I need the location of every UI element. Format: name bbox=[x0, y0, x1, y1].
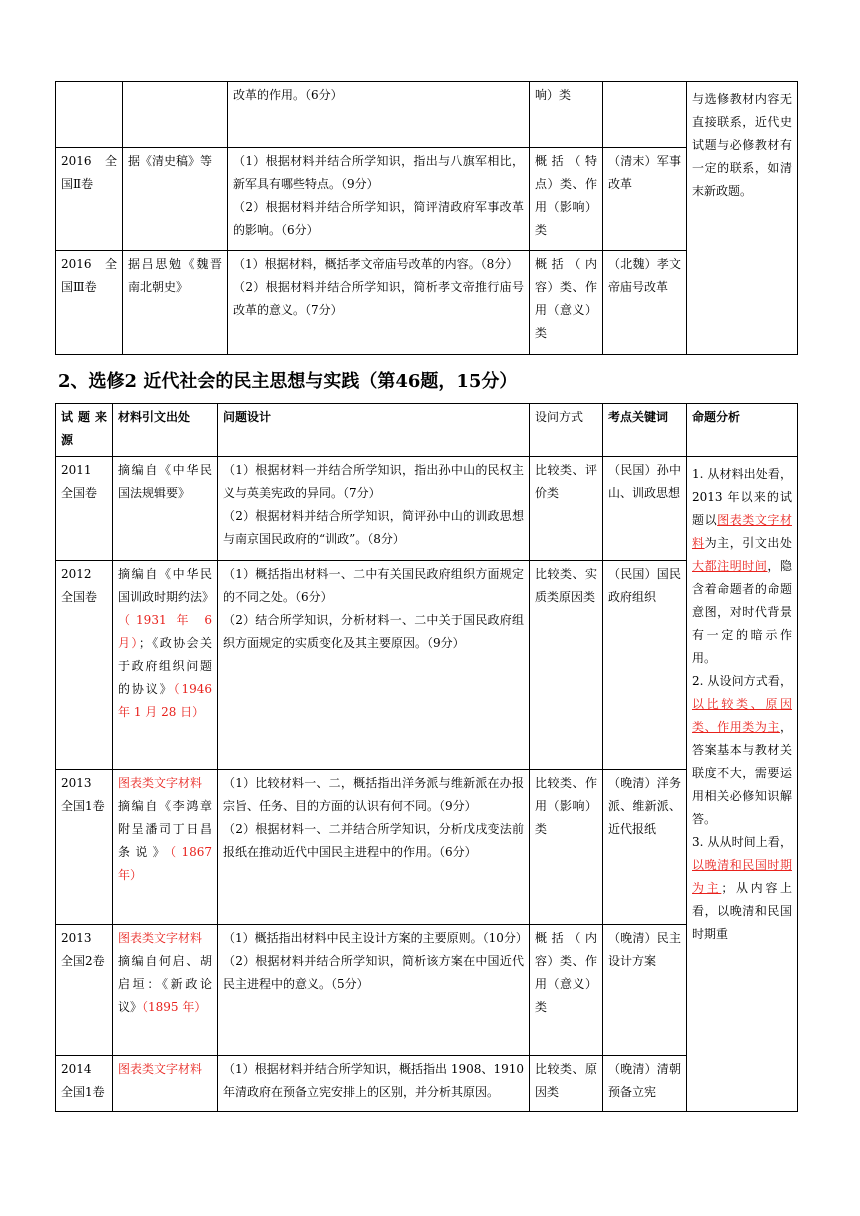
material-text: 摘编自《中华民国训政时期约法》 bbox=[118, 567, 215, 604]
reform-table bbox=[55, 81, 798, 355]
source-cell: 2014 全国1卷 bbox=[56, 1056, 113, 1112]
material-date: （1931 年 6 月） bbox=[118, 613, 212, 650]
analysis-text: 3. 从从时间上看， bbox=[692, 835, 792, 849]
question-cell bbox=[218, 457, 530, 561]
source-cell: 2016 全国Ⅱ卷 bbox=[56, 148, 123, 251]
source-cell: 2013 全国1卷 bbox=[56, 770, 113, 925]
table-row bbox=[56, 148, 798, 251]
question-part-2: （2）根据材料并结合所学知识，简析该方案在中国近代民主进程中的意义。（5分） bbox=[223, 954, 524, 991]
table-row bbox=[56, 561, 798, 770]
question-part-2: （2）根据材料并结合所学知识，简评孙中山的训政思想与南京国民政府的“训政”。（8分） bbox=[223, 509, 524, 546]
table-row bbox=[56, 770, 798, 925]
material-type: 图表类文字材料 bbox=[118, 1062, 203, 1076]
source-cell: 2011 全国卷 bbox=[56, 457, 113, 561]
analysis-cell: 与选修教材内容无直接联系，近代史试题与必修教材有一定的联系，如清末新政题。 bbox=[687, 82, 798, 355]
source-cell bbox=[56, 82, 123, 148]
democracy-table bbox=[55, 403, 798, 1112]
header-material: 材料引文出处 bbox=[113, 404, 218, 457]
method-cell: 比较类、作用（影响）类 bbox=[530, 770, 603, 925]
method-cell: 比较类、原因类 bbox=[530, 1056, 603, 1112]
question-cell bbox=[218, 1056, 530, 1112]
material-date: （1895 年） bbox=[142, 1000, 207, 1014]
source-cell: 2012 全国卷 bbox=[56, 561, 113, 770]
header-keyword: 考点关键词 bbox=[603, 404, 687, 457]
keyword-cell: （民国）孙中山、训政思想 bbox=[603, 457, 687, 561]
analysis-text: ，答案基本与教材关联度不大，需要运用相关必修知识解答。 bbox=[692, 720, 792, 826]
keyword-cell: （清末）军事改革 bbox=[603, 148, 687, 251]
question-part-1: （1）根据材料并结合所学知识，指出与八旗军相比，新军具有哪些特点。（9分） bbox=[233, 154, 524, 191]
analysis-text: ，隐含着命题者的命题意图，对时代背景有一定的暗示作用。 bbox=[692, 559, 792, 665]
analysis-point-1 bbox=[692, 463, 792, 670]
analysis-point-2 bbox=[692, 670, 792, 831]
method-cell: 比较类、评价类 bbox=[530, 457, 603, 561]
question-cell bbox=[218, 561, 530, 770]
material-text: 摘编自《李鸿章附呈潘司丁日昌条说》 bbox=[118, 799, 212, 859]
material-cell bbox=[113, 561, 218, 770]
source-cell: 2016 全国Ⅲ卷 bbox=[56, 251, 123, 355]
header-source: 试题来源 bbox=[56, 404, 113, 457]
section-heading: 2、选修2 近代社会的民主思想与实践（第46题，15分） bbox=[58, 371, 518, 392]
analysis-highlight: 以比较类、原因类、作用类为主 bbox=[692, 697, 792, 734]
table-row bbox=[56, 82, 798, 148]
source-cell: 2013 全国2卷 bbox=[56, 925, 113, 1056]
question-part-2: （2）根据材料并结合所学知识，简评清政府军事改革的影响。（6分） bbox=[233, 200, 524, 237]
keyword-cell: （民国）国民政府组织 bbox=[603, 561, 687, 770]
material-text: 摘编自何启、胡启垣：《新政论议》 bbox=[118, 954, 212, 1014]
question-cell bbox=[228, 148, 530, 251]
method-cell: 比较类、实质类原因类 bbox=[530, 561, 603, 770]
analysis-highlight: 大都注明时间 bbox=[692, 559, 768, 573]
material-date: （1867 年） bbox=[118, 845, 212, 882]
material-cell bbox=[113, 1056, 218, 1112]
question-part-2: （2）结合所学知识，分析材料一、二中关于国民政府组织方面规定的实质变化及其主要原因。（9分） bbox=[223, 613, 524, 650]
question-part-1: （1）概括指出材料一、二中有关国民政府组织方面规定的不同之处。（6分） bbox=[223, 567, 524, 604]
analysis-text: 2. 从设问方式看， bbox=[692, 674, 792, 688]
table-row bbox=[56, 457, 798, 561]
question-part-2: （2）根据材料并结合所学知识，简析孝文帝推行庙号改革的意义。（7分） bbox=[233, 280, 524, 317]
question-cell bbox=[228, 251, 530, 355]
material-date: （1946 年 1 月 28 日） bbox=[118, 682, 212, 719]
analysis-highlight: 以晚清和民国时期为主 bbox=[692, 858, 792, 895]
analysis-cell bbox=[687, 457, 798, 1112]
question-cell: 改革的作用。（6分） bbox=[228, 82, 530, 148]
question-part-2: （2）根据材料一、二并结合所学知识，分析戊戌变法前报纸在推动近代中国民主进程中的作用。（6分） bbox=[223, 822, 524, 859]
question-part-1: （1）根据材料并结合所学知识，概括指出 1908、1910 年清政府在预备立宪安排上的区别，并分析其原因。 bbox=[223, 1062, 524, 1099]
table-row bbox=[56, 925, 798, 1056]
method-cell: 概括（内容）类、作用（意义）类 bbox=[530, 251, 603, 355]
analysis-text: ；从内容上看，以晚清和民国时期重 bbox=[692, 881, 792, 941]
method-cell: 概括（内容）类、作用（意义）类 bbox=[530, 925, 603, 1056]
method-cell: 概括（特点）类、作用（影响）类 bbox=[530, 148, 603, 251]
question-part-1: （1）比较材料一、二，概括指出洋务派与维新派在办报宗旨、任务、目的方面的认识有何不同。（9分） bbox=[223, 776, 524, 813]
material-text: ；《政协会关于政府组织问题的协议》 bbox=[118, 636, 212, 696]
header-method: 设问方式 bbox=[530, 404, 603, 457]
question-part-1: （1）根据材料，概括孝文帝庙号改革的内容。（8分） bbox=[233, 257, 519, 271]
material-cell bbox=[123, 82, 228, 148]
keyword-cell: （晚清）洋务派、维新派、近代报纸 bbox=[603, 770, 687, 925]
header-row bbox=[56, 404, 798, 457]
keyword-cell bbox=[603, 82, 687, 148]
material-cell: 据《清史稿》等 bbox=[123, 148, 228, 251]
method-cell: 响）类 bbox=[530, 82, 603, 148]
analysis-highlight: 图表类文字材料 bbox=[692, 513, 792, 550]
material-type: 图表类文字材料 bbox=[118, 931, 203, 945]
material-type: 图表类文字材料 bbox=[118, 776, 203, 790]
keyword-cell: （北魏）孝文帝庙号改革 bbox=[603, 251, 687, 355]
header-analysis: 命题分析 bbox=[687, 404, 798, 457]
material-cell: 摘编自《中华民国法规辑要》 bbox=[113, 457, 218, 561]
material-cell: 据吕思勉《魏晋南北朝史》 bbox=[123, 251, 228, 355]
question-cell bbox=[218, 925, 530, 1056]
table-row bbox=[56, 1056, 798, 1112]
keyword-cell: （晚清）民主设计方案 bbox=[603, 925, 687, 1056]
analysis-text: 1. 从材料出处看，2013 年以来的试题以 bbox=[692, 467, 792, 527]
question-part-1: （1）概括指出材料中民主设计方案的主要原则。（10分） bbox=[223, 931, 528, 945]
question-cell bbox=[218, 770, 530, 925]
material-cell bbox=[113, 925, 218, 1056]
keyword-cell: （晚清）清朝预备立宪 bbox=[603, 1056, 687, 1112]
analysis-text: 为主，引文出处 bbox=[704, 536, 792, 550]
material-cell bbox=[113, 770, 218, 925]
header-question: 问题设计 bbox=[218, 404, 530, 457]
table-row bbox=[56, 251, 798, 355]
question-part-1: （1）根据材料一并结合所学知识，指出孙中山的民权主义与英美宪政的异同。（7分） bbox=[223, 463, 524, 500]
analysis-point-3 bbox=[692, 831, 792, 946]
